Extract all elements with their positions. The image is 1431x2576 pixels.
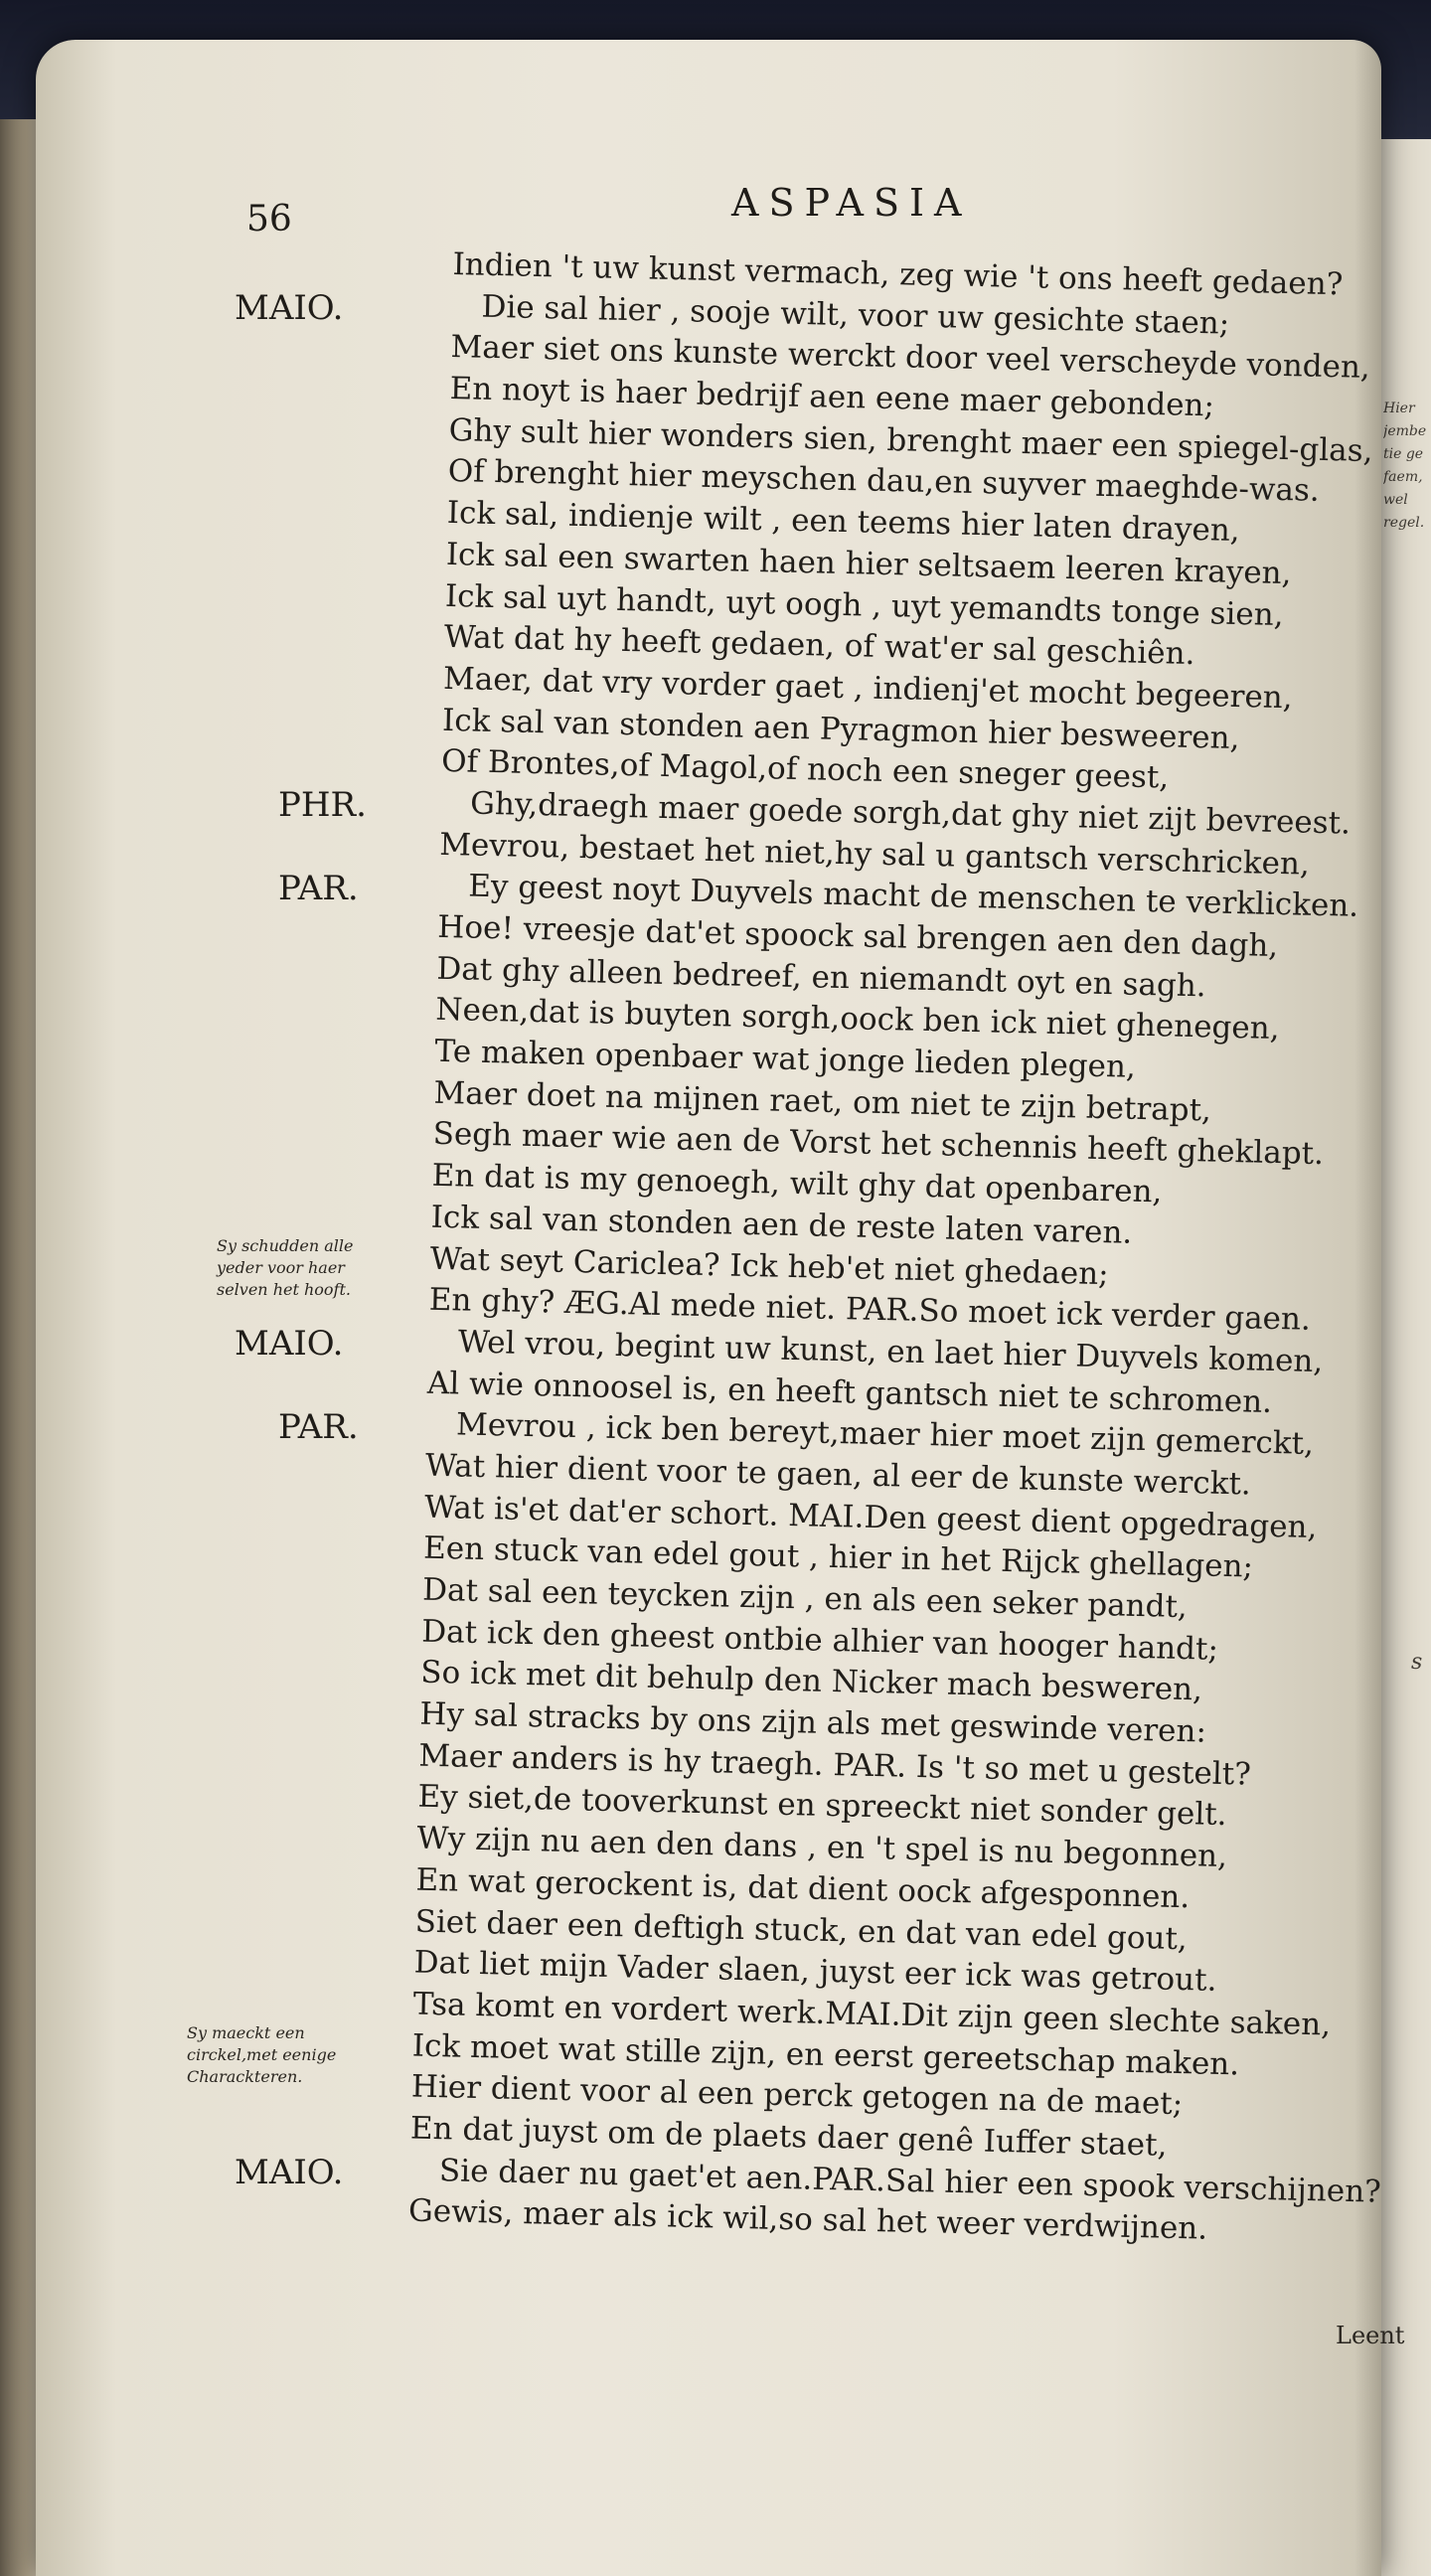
margin-note-line: Sy maeckt een bbox=[187, 2023, 305, 2043]
verse-line: En ghy? ÆG.Al mede niet. PAR.So moet ick verder gaen. bbox=[428, 1281, 1312, 1339]
speaker-label: PAR. bbox=[278, 868, 359, 908]
next-page-fragment bbox=[1383, 398, 1431, 535]
verse-line: Dat liet mijn Vader slaen, juyst eer ick was getrout. bbox=[413, 1944, 1217, 2000]
verse-line: En dat juyst om de plaets daer genê Iuffer staet, bbox=[409, 2110, 1168, 2164]
verse-block bbox=[407, 244, 1382, 2254]
verse-line: Wat seyt Cariclea? Ick heb'et niet ghedaen; bbox=[429, 1240, 1110, 1292]
speaker-label: MAIO. bbox=[235, 2153, 344, 2193]
verse-line: Neen,dat is buyten sorgh,oock ben ick niet ghenegen, bbox=[435, 992, 1280, 1047]
verse-line: Dat ghy alleen bedreef, en niemandt oyt en sagh. bbox=[436, 950, 1207, 1005]
page-number: 56 bbox=[246, 199, 292, 240]
catchword: Leent bbox=[1336, 2322, 1405, 2349]
margin-note bbox=[217, 1235, 353, 1301]
margin-note-line: Charackteren. bbox=[187, 2067, 303, 2087]
margin-note-line: yeder voor haer bbox=[217, 1257, 345, 1277]
verse-line: Ey siet,de tooverkunst en spreeckt niet sonder gelt. bbox=[417, 1779, 1227, 1834]
verse-line: Hy sal stracks by ons zijn als met geswinde veren: bbox=[419, 1695, 1207, 1750]
next-page-line: regel. bbox=[1383, 515, 1425, 531]
speaker-label: PAR. bbox=[278, 1406, 359, 1447]
verse-line: Ghy,draegh maer goede sorgh,dat ghy niet zijt bevreest. bbox=[469, 785, 1352, 842]
verse-line: Maer siet ons kunste werckt door veel verscheyde vonden, bbox=[450, 329, 1371, 387]
verse-line: Maer, dat vry vorder gaet , indienj'et mocht begeeren, bbox=[442, 660, 1294, 717]
verse-line: Of Brontes,of Magol,of noch een sneger geest, bbox=[440, 743, 1170, 796]
verse-line: Dat sal een teycken zijn , en als een seker pandt, bbox=[421, 1571, 1189, 1626]
speaker-label: MAIO. bbox=[235, 1324, 344, 1365]
verse-line: Segh maer wie aen de Vorst het schennis heeft gheklapt. bbox=[432, 1116, 1325, 1173]
verse-line: Maer anders is hy traegh. PAR. Is 't so met u gestelt? bbox=[418, 1737, 1252, 1793]
running-head: ASPASIA bbox=[731, 181, 972, 225]
verse-line: Maer doet na mijnen raet, om niet te zijn betrapt, bbox=[433, 1074, 1212, 1129]
verse-line: Of brenght hier meyschen dau,en suyver maeghde-was. bbox=[447, 453, 1321, 510]
next-page-mark: s bbox=[1411, 1650, 1423, 1675]
verse-line: Mevrou, bestaet het niet,hy sal u gantsch verschricken, bbox=[438, 826, 1311, 883]
verse-line: Die sal hier , sooje wilt, voor uw gesichte staen; bbox=[481, 288, 1230, 342]
verse-line: Hoe! vreesje dat'et spoock sal brengen aen den dagh, bbox=[437, 908, 1279, 965]
verse-line: Wat is'et dat'er schort. MAI.Den geest dient opgedragen, bbox=[423, 1489, 1318, 1545]
margin-note-line: Sy schudden alle bbox=[217, 1235, 354, 1255]
verse-line: Al wie onnoosel is, en heeft gantsch niet te schromen. bbox=[426, 1365, 1273, 1420]
verse-line: Wel vrou, begint uw kunst, en laet hier Duyvels komen, bbox=[457, 1324, 1324, 1380]
verse-line: Wy zijn nu aen den dans , en 't spel is nu begonnen, bbox=[416, 1820, 1228, 1875]
verse-line: So ick met dit behulp den Nicker mach besweren, bbox=[419, 1655, 1203, 1708]
next-page-line: jembe bbox=[1383, 423, 1427, 439]
verse-line: Wat hier dient voor te gaen, al eer de kunste werckt. bbox=[424, 1447, 1252, 1503]
verse-line: En wat gerockent is, dat dient oock afgesponnen. bbox=[415, 1861, 1191, 1916]
verse-line: Ick moet wat stille zijn, en eerst gereetschap maken. bbox=[411, 2027, 1240, 2082]
verse-line: En noyt is haer bedrijf aen eene maer gebonden; bbox=[449, 371, 1215, 424]
verse-line: Ick sal een swarten haen hier seltsaem leeren krayen, bbox=[445, 536, 1292, 592]
margin-note-line: selven het hooft. bbox=[217, 1279, 351, 1299]
verse-line: Mevrou , ick ben bereyt,maer hier moet zijn gemerckt, bbox=[455, 1406, 1315, 1463]
verse-line: Wat dat hy heeft gedaen, of wat'er sal geschiên. bbox=[443, 619, 1195, 673]
margin-note bbox=[187, 2022, 336, 2088]
verse-line: Een stuck van edel gout , hier in het Rijck ghellagen; bbox=[422, 1530, 1254, 1585]
margin-note-line: circkel,met eenige bbox=[187, 2045, 337, 2065]
verse-line: Ick sal van stonden aen de reste laten varen. bbox=[430, 1199, 1133, 1251]
verse-line: Tsa komt en vordert werk.MAI.Dit zijn geen slechte saken, bbox=[412, 1986, 1332, 2043]
verse-line: Dat ick den gheest ontbie alhier van hooger handt; bbox=[420, 1613, 1219, 1668]
speaker-label: PHR. bbox=[278, 785, 367, 826]
verse-line: Ick sal, indienje wilt , een teems hier laten drayen, bbox=[446, 495, 1241, 550]
next-page-line: tie ge bbox=[1383, 446, 1424, 462]
verse-line: Siet daer een deftigh stuck, en dat van edel gout, bbox=[414, 1903, 1189, 1957]
verse-line: Ick sal van stonden aen Pyragmon hier besweeren, bbox=[441, 702, 1240, 756]
next-page-line: wel bbox=[1383, 492, 1408, 508]
verse-line: Indien 't uw kunst vermach, zeg wie 't ons heeft gedaen? bbox=[452, 245, 1344, 303]
next-page-line: Hier bbox=[1383, 401, 1415, 416]
verse-line: Hier dient voor al een perck getogen na de maet; bbox=[410, 2068, 1184, 2123]
verse-line: Ey geest noyt Duyvels macht de menschen te verklicken. bbox=[467, 868, 1359, 925]
verse-line: Ick sal uyt handt, uyt oogh , uyt yemandts tonge sien, bbox=[444, 577, 1284, 633]
next-page-line: faem, bbox=[1383, 469, 1423, 485]
verse-line: Gewis, maer als ick wil,so sal het weer verdwijnen. bbox=[407, 2192, 1208, 2248]
verse-line: Ghy sult hier wonders sien, brenght maer een spiegel-glas, bbox=[448, 411, 1373, 469]
verse-line: Sie daer nu gaet'et aen.PAR.Sal hier een spook verschijnen? bbox=[438, 2152, 1382, 2210]
verse-line: En dat is my genoegh, wilt ghy dat openbaren, bbox=[431, 1157, 1163, 1210]
speaker-label: MAIO. bbox=[235, 287, 344, 328]
verse-line: Te maken openbaer wat jonge lieden plegen, bbox=[434, 1033, 1137, 1085]
